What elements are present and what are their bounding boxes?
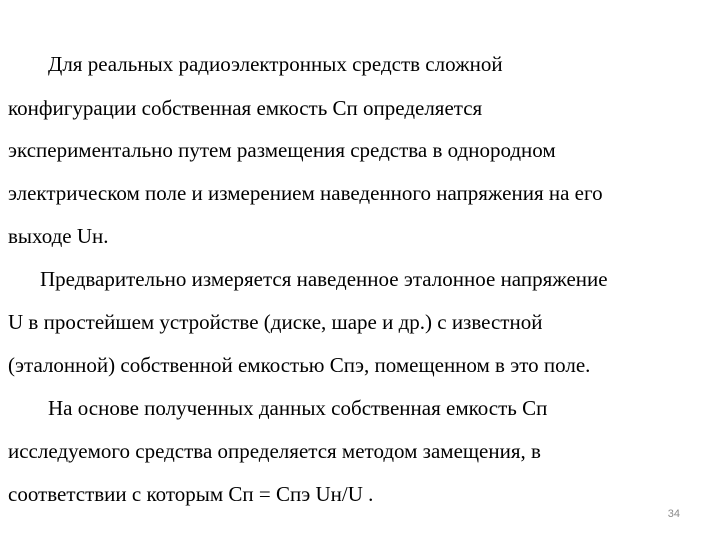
paragraph-3-line-3: соответствии с которым Сп = Спэ Uн/U . <box>8 482 374 506</box>
paragraph-2-line-1: Предварительно измеряется наведенное эталонное напряжение <box>40 267 608 291</box>
paragraph-1-line-5: выходе Uн. <box>8 224 109 248</box>
paragraph-3-line-1: На основе полученных данных собственная емкость Сп <box>48 396 548 420</box>
paragraph-3-line-2: исследуемого средства определяется методом замещения, в <box>8 439 541 463</box>
paragraph-1-line-2: конфигурации собственная емкость Сп определяется <box>8 96 483 120</box>
paragraph-2-line-2: U в простейшем устройстве (диске, шаре и др.) с известной <box>8 310 543 334</box>
paragraph-1-line-1: Для реальных радиоэлектронных средств сложной <box>48 52 503 76</box>
paragraph-1-line-4: электрическом поле и измерением наведенного напряжения на его <box>8 181 603 205</box>
paragraph-1-line-3: экспериментально путем размещения средства в однородном <box>8 138 556 162</box>
page-number: 34 <box>667 508 680 520</box>
paragraph-2-line-3: (эталонной) собственной емкостью Спэ, помещенном в это поле. <box>8 353 591 377</box>
